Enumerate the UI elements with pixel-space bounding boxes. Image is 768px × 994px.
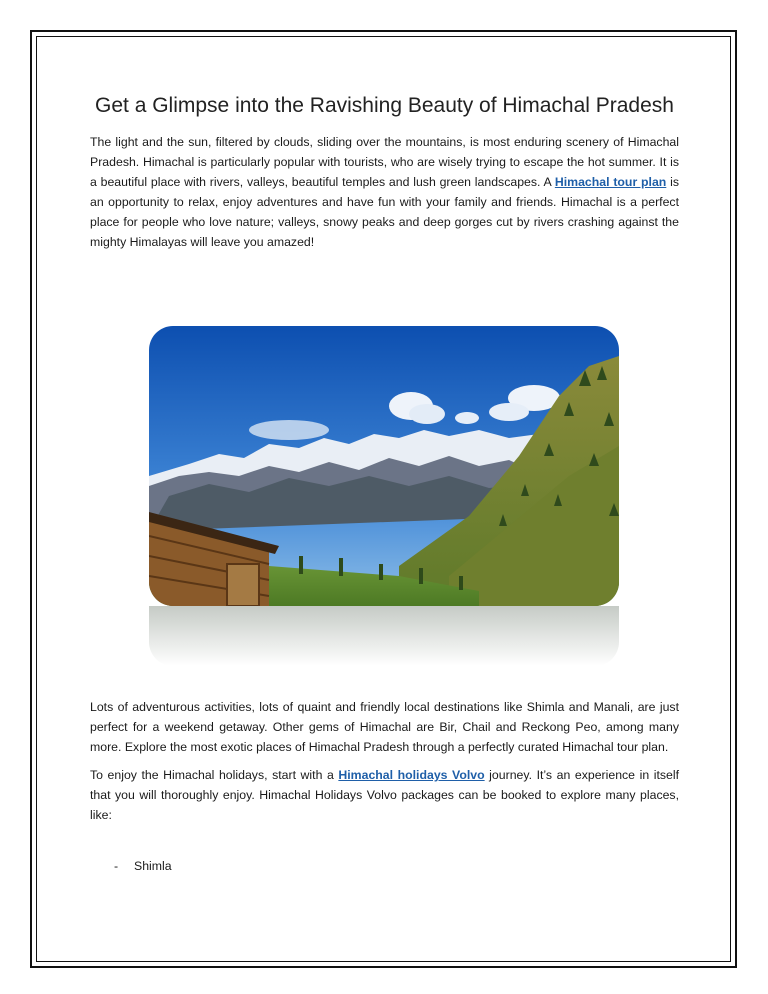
intro-text-2: is an opportunity to relax, enjoy adventures and have fun with your family and friends. Himachal is a perfect place for people who love nature; valleys, snowy peaks and deep gorges cut by rivers crashing against the mighty Himalayas will leave you amazed! [90,175,679,249]
volvo-text-2: journey. It’s an experience in itself that you will thoroughly enjoy. Himachal Holidays Volvo packages can be booked to explore many places, like: [90,768,680,822]
page-title: Get a Glimpse into the Ravishing Beauty of Himachal Pradesh [95,94,674,117]
document-content [90,92,679,252]
photo-reflection [149,606,619,666]
list-item [90,856,679,876]
himachal-landscape-image [149,326,619,606]
volvo-text-1: To enjoy the Himachal holidays, start with a [90,768,339,782]
intro-text-1: The light and the sun, filtered by clouds, sliding over the mountains, is most enduring scenery of Himachal Pradesh. Himachal is particularly popular with tourists, who are wisely trying to escape the hot summer. It is a beautiful place with rivers, valleys, beautiful temples and lush green landscapes. A [90,135,679,189]
mountain-photo [149,326,619,656]
places-list [90,856,679,876]
list-dash: - [114,859,119,873]
list-item-label: Shimla [134,859,172,873]
destinations-paragraph: Lots of adventurous activities, lots of quaint and friendly local destinations like Shimla and Manali, are just perfect for a weekend getaway. Other gems of Himachal are Bir, Chail and Reckong Peo, among many more. Explore the most exotic places of Himachal Pradesh through a perfectly curated Himachal tour plan. [90,700,679,754]
intro-paragraph [90,132,679,252]
body-section [90,697,679,825]
himachal-holidays-volvo-link[interactable]: Himachal holidays Volvo [338,768,485,782]
himachal-tour-plan-link[interactable]: Himachal tour plan [554,175,667,189]
volvo-paragraph [90,765,679,825]
